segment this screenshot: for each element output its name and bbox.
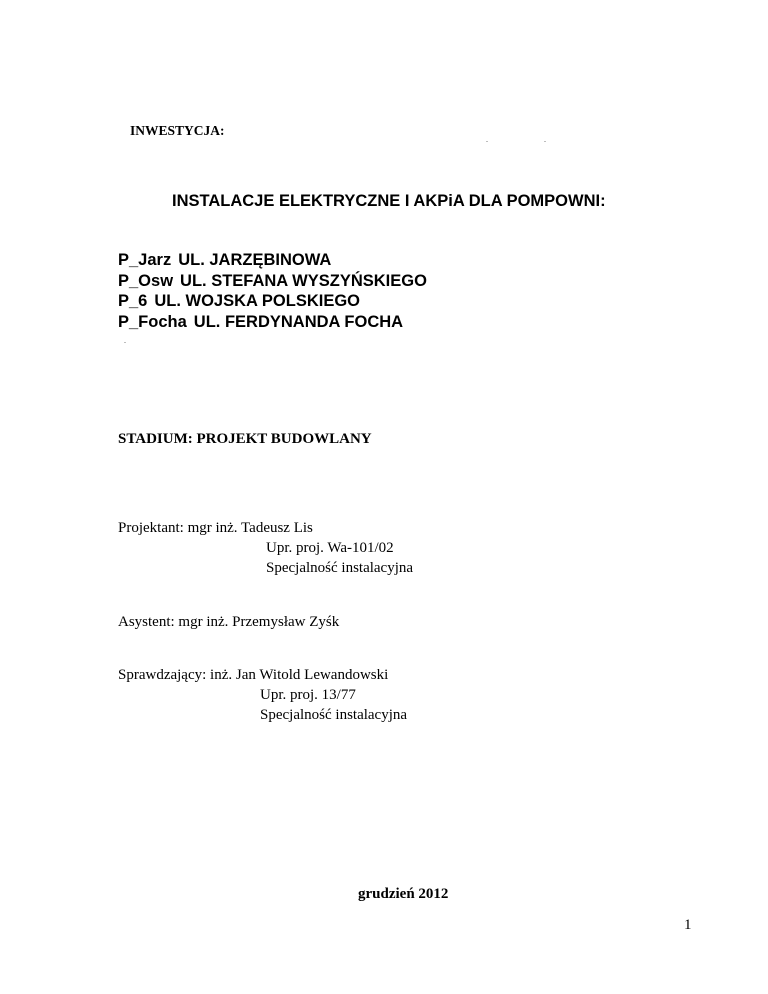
station-item — [118, 250, 427, 271]
station-code: P_Focha — [118, 312, 187, 331]
checker-license: Upr. proj. 13/77 — [260, 687, 356, 703]
station-street: UL. JARZĘBINOWA — [178, 251, 332, 269]
checker-block — [118, 665, 407, 725]
station-item — [118, 271, 427, 292]
document-title: INSTALACJE ELEKTRYCZNE I AKPiA DLA POMPOWNI: — [172, 192, 606, 210]
station-item — [118, 312, 427, 333]
project-stage: STADIUM: PROJEKT BUDOWLANY — [118, 431, 372, 447]
checker-name: Sprawdzający: inż. Jan Witold Lewandowski — [118, 667, 389, 683]
scan-speck — [486, 141, 488, 142]
designer-license: Upr. proj. Wa-101/02 — [266, 540, 394, 556]
designer-name: Projektant: mgr inż. Tadeusz Lis — [118, 520, 313, 536]
checker-specialty: Specjalność instalacyjna — [260, 707, 408, 723]
station-street: UL. WOJSKA POLSKIEGO — [154, 292, 361, 310]
station-code: P_Osw — [118, 271, 174, 290]
pump-station-list — [118, 250, 427, 332]
designer-specialty: Specjalność instalacyjna — [266, 560, 414, 576]
station-code: P_6 — [118, 292, 148, 310]
station-street: UL. STEFANA WYSZYŃSKIEGO — [180, 271, 427, 290]
station-street: UL. FERDYNANDA FOCHA — [193, 312, 404, 331]
investment-label: INWESTYCJA: — [130, 123, 225, 138]
assistant-block — [118, 612, 339, 632]
station-item — [118, 291, 427, 312]
station-code: P_Jarz — [118, 251, 172, 269]
designer-block — [118, 518, 413, 578]
assistant-name: Asystent: mgr inż. Przemysław Zyśk — [118, 614, 340, 630]
scan-speck — [124, 342, 126, 343]
document-date: grudzień 2012 — [358, 886, 449, 902]
page-number: 1 — [684, 917, 692, 933]
scan-speck — [544, 141, 546, 142]
